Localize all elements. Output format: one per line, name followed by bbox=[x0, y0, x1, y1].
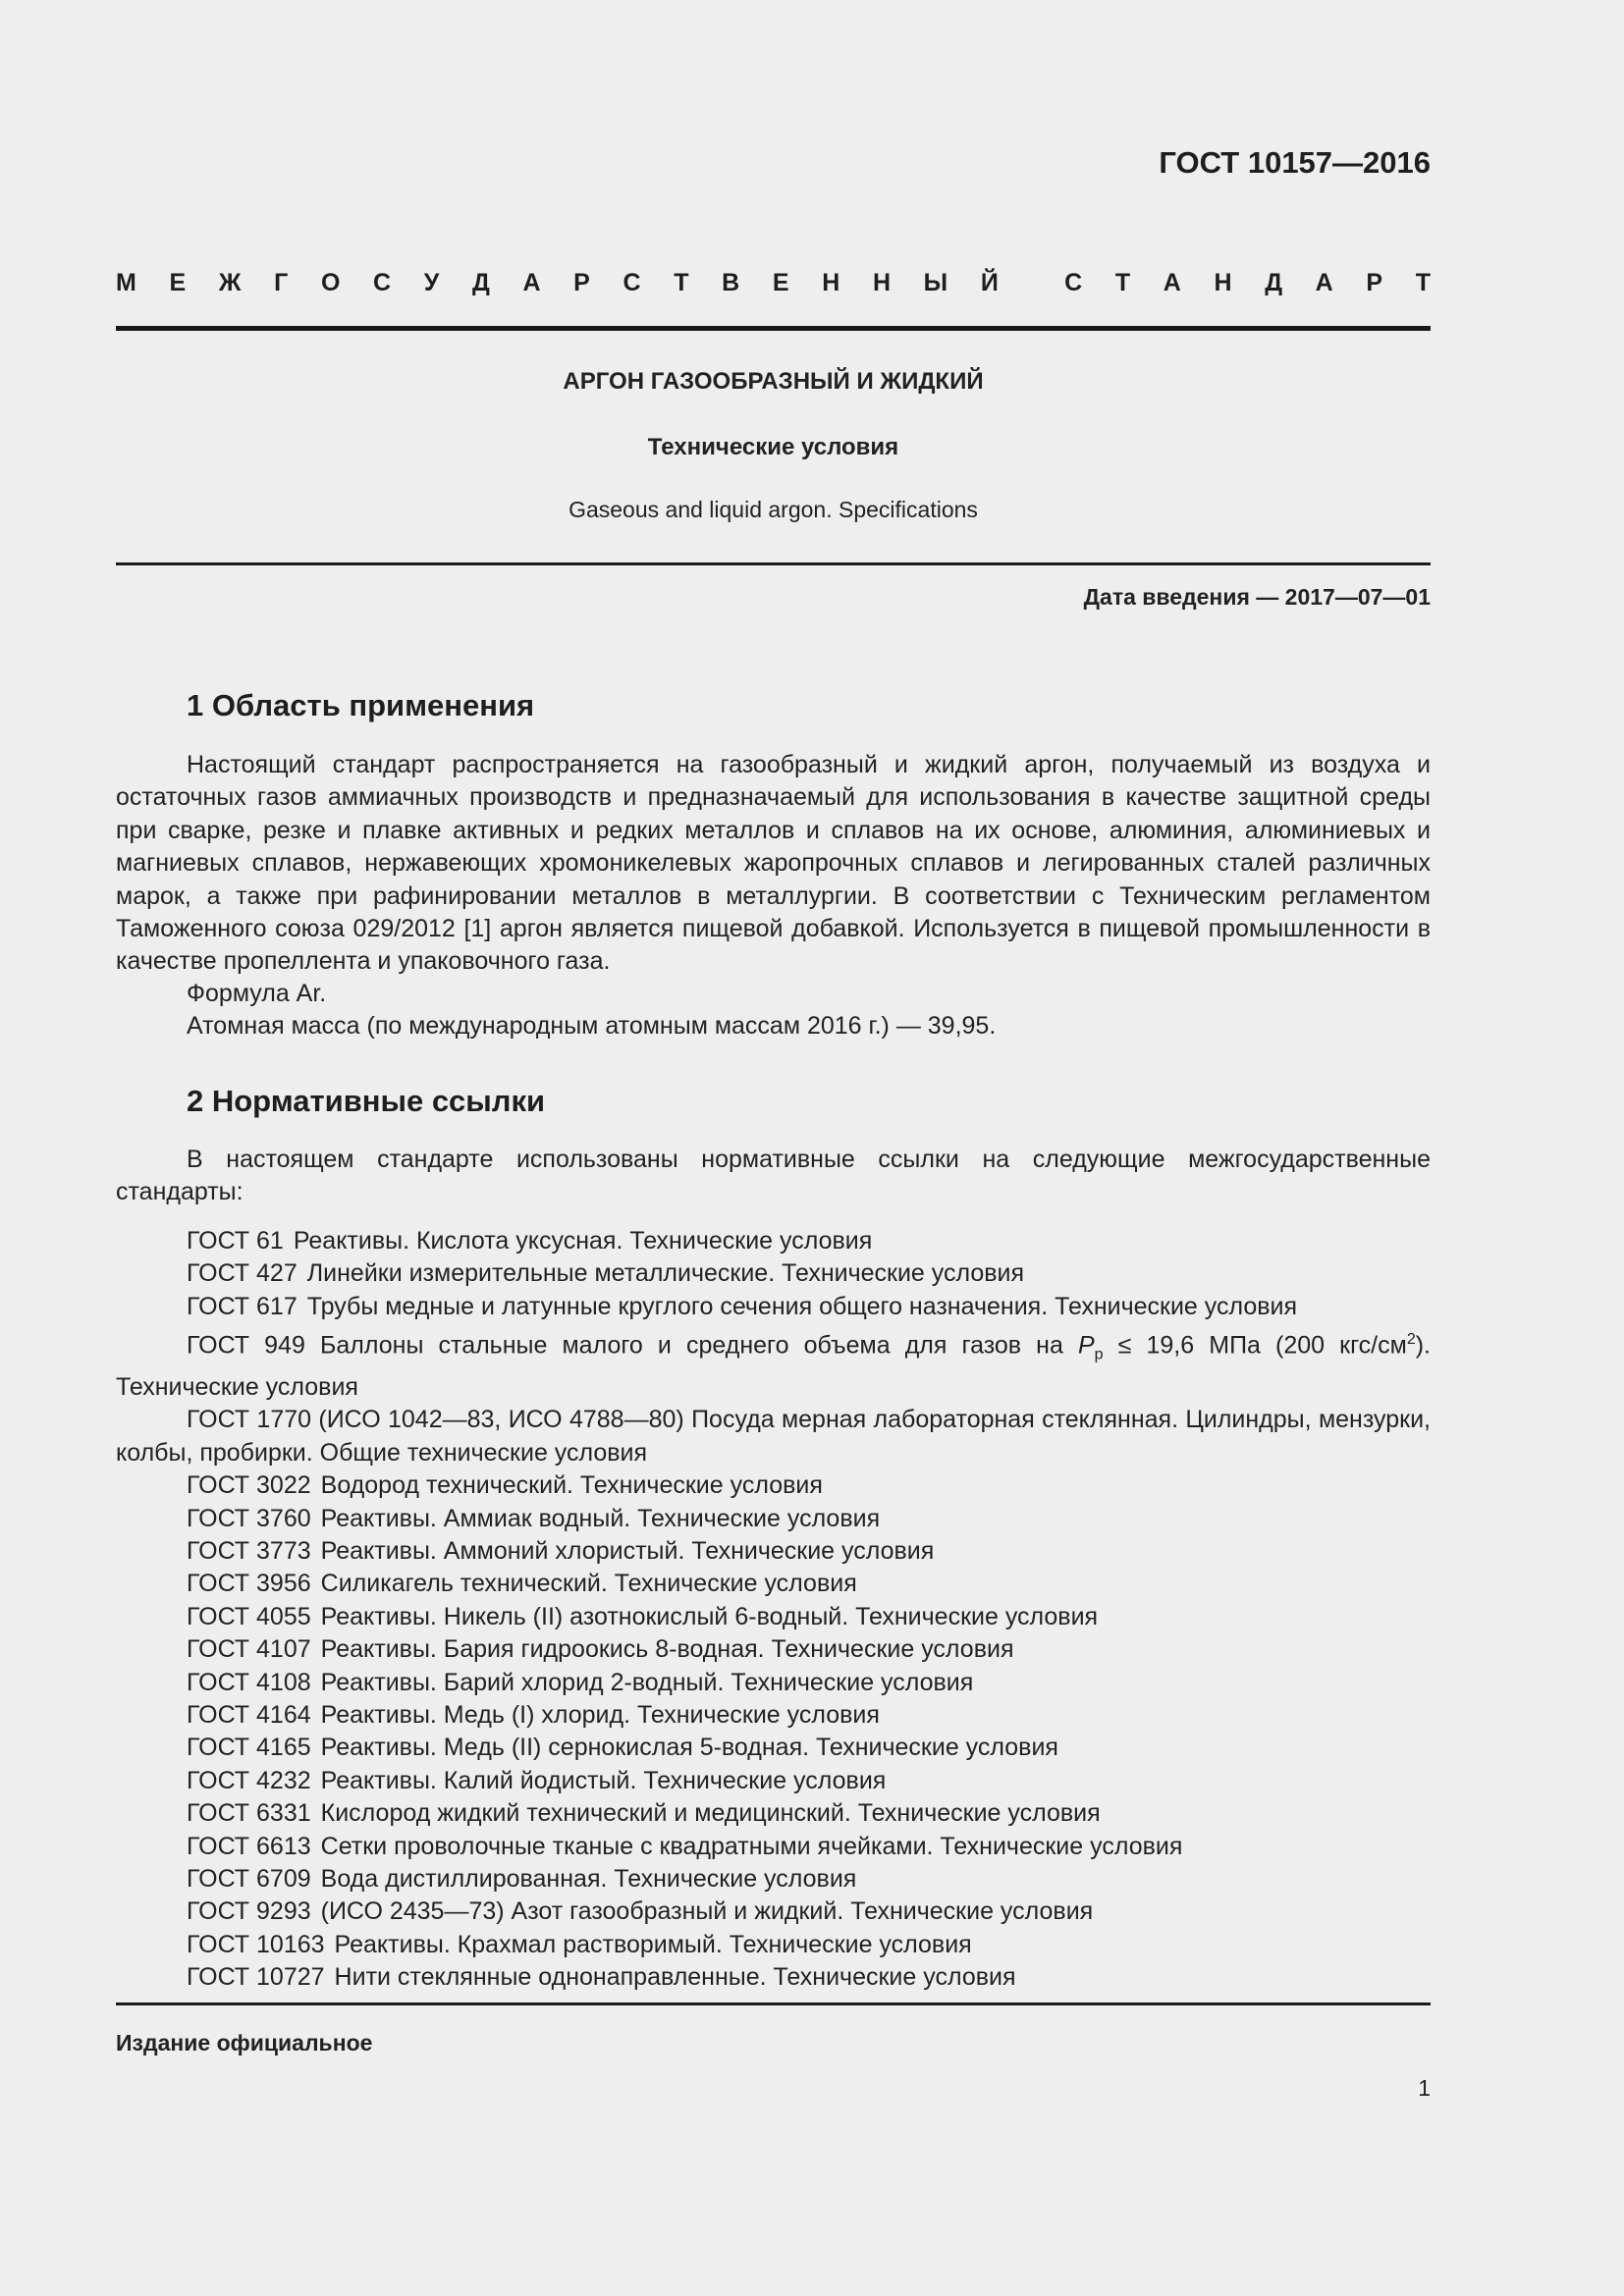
reference-title: (ИСО 2435—73) Азот газообразный и жидкий. Технические условия bbox=[320, 1897, 1094, 1926]
reference-item bbox=[116, 1667, 1431, 1699]
standard-type-letter: Н bbox=[822, 269, 840, 296]
standard-type-letter: Е bbox=[169, 269, 187, 296]
standard-type-letter: Ж bbox=[218, 269, 242, 296]
reference-number: ГОСТ 4164 bbox=[187, 1701, 311, 1730]
reference-number: ГОСТ 10727 bbox=[187, 1963, 325, 1992]
ref-949-variable: P bbox=[1077, 1331, 1095, 1360]
reference-title: Вода дистиллированная. Технические условия bbox=[320, 1865, 857, 1894]
reference-number: ГОСТ 10163 bbox=[187, 1930, 325, 1958]
reference-number: ГОСТ 9293 bbox=[187, 1897, 311, 1926]
reference-title: Кислород жидкий технический и медицинский. Технические условия bbox=[320, 1799, 1101, 1828]
reference-item bbox=[116, 1929, 1431, 1961]
reference-title: Реактивы. Медь (II) сернокислая 5-водная. Технические условия bbox=[320, 1734, 1058, 1762]
reference-number: ГОСТ 4055 bbox=[187, 1602, 311, 1630]
reference-number: ГОСТ 4232 bbox=[187, 1766, 311, 1794]
formula-line: Формула Ar. bbox=[187, 980, 327, 1007]
document-subtitle: Технические условия bbox=[647, 434, 899, 460]
ref-949-middle: ≤ 19,6 МПа (200 кгс/см bbox=[1103, 1331, 1407, 1360]
standard-type-letter: Ы bbox=[923, 269, 948, 296]
reference-item bbox=[116, 1699, 1431, 1732]
document-page bbox=[116, 0, 1431, 2296]
standard-type-letter: С bbox=[623, 269, 641, 296]
reference-title: Реактивы. Калий йодистый. Технические условия bbox=[320, 1766, 887, 1794]
standard-type-letter: Д bbox=[471, 269, 490, 296]
normative-references-list bbox=[116, 1225, 1431, 1995]
reference-number: ГОСТ 3773 bbox=[187, 1536, 311, 1565]
reference-number: ГОСТ 6613 bbox=[187, 1832, 311, 1860]
reference-title: Реактивы. Аммоний хлористый. Технические условия bbox=[320, 1536, 935, 1565]
footer-divider bbox=[116, 2002, 1431, 2005]
standard-type-letter: Т bbox=[1415, 269, 1431, 296]
reference-item bbox=[116, 1765, 1431, 1797]
reference-item bbox=[116, 1831, 1431, 1863]
reference-number: ГОСТ 3956 bbox=[187, 1570, 311, 1598]
reference-number: ГОСТ 6331 bbox=[187, 1799, 311, 1828]
reference-item bbox=[116, 1469, 1431, 1502]
section-1-paragraph: Настоящий стандарт распространяется на газообразный и жидкий аргон, получаемый из воздуха и остаточных газов аммиачных производств и предназначаемый для использования в качестве защитной среды при сварке, резке и плавке активных и редких металлов и сплавов на их основе, алюминия, алюминиевых и магниевых сплавов, нержавеющих хромоникелевых жаропрочных сплавов и легированных сталей различных марок, а также при рафинировании металлов в металлургии. В соответствии с Техническим регламентом Таможенного союза 029/2012 [1] аргон является пищевой добавкой. Используется в пищевой промышленности в качестве пропеллента и упаковочного газа. bbox=[116, 751, 1431, 976]
ref-949-tail: ). Технические условия bbox=[116, 1331, 1431, 1401]
reference-item bbox=[116, 1961, 1431, 1994]
reference-item bbox=[116, 1225, 1431, 1257]
reference-title: Реактивы. Кислота уксусная. Технические условия bbox=[293, 1227, 873, 1255]
reference-item bbox=[116, 1863, 1431, 1896]
standard-type-letter: Д bbox=[1265, 269, 1282, 296]
reference-title: Реактивы. Барий хлорид 2-водный. Технические условия bbox=[320, 1668, 974, 1696]
standard-type-letter: Н bbox=[872, 269, 892, 296]
ref-gost-1770: ГОСТ 1770 (ИСО 1042—83, ИСО 4788—80) Посуда мерная лабораторная стеклянная. Цилиндры, мензурки, колбы, пробирки. Общие технические условия bbox=[116, 1406, 1431, 1467]
standard-type-letter: М bbox=[116, 269, 136, 296]
reference-number: ГОСТ 3022 bbox=[187, 1471, 311, 1500]
standard-type-heading bbox=[116, 269, 1431, 298]
standard-type-letter: Р bbox=[1366, 269, 1383, 296]
standard-type-letter: В bbox=[722, 269, 740, 296]
ref-949-superscript: 2 bbox=[1406, 1331, 1416, 1349]
ref-949-lead: ГОСТ 949 Баллоны стальные малого и среднего объема для газов на bbox=[187, 1331, 1078, 1360]
reference-title: Реактивы. Аммиак водный. Технические условия bbox=[320, 1504, 881, 1532]
reference-item bbox=[116, 1896, 1431, 1928]
standard-type-letter: Г bbox=[274, 269, 289, 296]
standard-type-letter: Е bbox=[772, 269, 789, 296]
standard-type-letter: Й bbox=[980, 269, 999, 296]
ref-gost-949 bbox=[116, 1323, 1431, 1404]
standard-type-letter: Р bbox=[573, 269, 590, 296]
introduction-date: Дата введения — 2017—07—01 bbox=[1083, 584, 1431, 610]
reference-number: ГОСТ 4165 bbox=[187, 1734, 311, 1762]
reference-title: Реактивы. Крахмал растворимый. Технические условия bbox=[334, 1930, 972, 1958]
section-1-heading: 1 Область применения bbox=[187, 688, 535, 722]
reference-title: Сетки проволочные тканые с квадратными ячейками. Технические условия bbox=[320, 1832, 1183, 1860]
standard-type-letter: У bbox=[423, 269, 440, 296]
reference-title: Силикагель технический. Технические условия bbox=[320, 1570, 857, 1598]
standard-type-letter: Т bbox=[674, 269, 689, 296]
reference-title: Трубы медные и латунные круглого сечения общего назначения. Технические условия bbox=[306, 1292, 1298, 1320]
atomic-mass-line: Атомная масса (по международным атомным массам 2016 г.) — 39,95. bbox=[187, 1012, 997, 1040]
page-number: 1 bbox=[1418, 2075, 1431, 2101]
title-divider bbox=[116, 562, 1431, 565]
reference-item bbox=[116, 1568, 1431, 1600]
reference-title: Реактивы. Бария гидроокись 8-водная. Технические условия bbox=[320, 1635, 1014, 1664]
reference-number: ГОСТ 427 bbox=[187, 1259, 298, 1288]
reference-item bbox=[116, 1257, 1431, 1290]
ref-949-subscript: p bbox=[1094, 1346, 1104, 1363]
reference-number: ГОСТ 617 bbox=[187, 1292, 298, 1320]
reference-number: ГОСТ 61 bbox=[187, 1227, 284, 1255]
reference-title: Нити стеклянные однонаправленные. Технические условия bbox=[334, 1963, 1016, 1992]
reference-item bbox=[116, 1291, 1431, 1323]
standard-type-letter: С bbox=[1064, 269, 1083, 296]
section-2-heading: 2 Нормативные ссылки bbox=[187, 1084, 546, 1118]
document-code: ГОСТ 10157—2016 bbox=[1159, 145, 1431, 180]
standard-type-letter: С bbox=[373, 269, 392, 296]
document-title-english: Gaseous and liquid argon. Specifications bbox=[568, 497, 978, 522]
reference-title: Водород технический. Технические условия bbox=[320, 1471, 823, 1500]
header-divider bbox=[116, 326, 1431, 331]
reference-item bbox=[116, 1535, 1431, 1568]
reference-item bbox=[116, 1633, 1431, 1666]
standard-type-letter: Н bbox=[1214, 269, 1232, 296]
reference-item bbox=[116, 1503, 1431, 1535]
reference-title: Реактивы. Медь (I) хлорид. Технические условия bbox=[320, 1701, 880, 1730]
reference-number: ГОСТ 4107 bbox=[187, 1635, 311, 1664]
standard-type-letter: Т bbox=[1114, 269, 1131, 296]
reference-title: Реактивы. Никель (II) азотнокислый 6-водный. Технические условия bbox=[320, 1602, 1099, 1630]
reference-item bbox=[116, 1601, 1431, 1633]
reference-number: ГОСТ 4108 bbox=[187, 1668, 311, 1696]
official-edition-label: Издание официальное bbox=[116, 2030, 373, 2056]
reference-title: Линейки измерительные металлические. Технические условия bbox=[306, 1259, 1025, 1288]
standard-type-letter: А bbox=[1163, 269, 1181, 296]
standard-type-letter: А bbox=[522, 269, 541, 296]
document-title: АРГОН ГАЗООБРАЗНЫЙ И ЖИДКИЙ bbox=[563, 368, 984, 395]
reference-number: ГОСТ 6709 bbox=[187, 1865, 311, 1894]
standard-type-letter: О bbox=[320, 269, 341, 296]
section-2-intro: В настоящем стандарте использованы нормативные ссылки на следующие межгосударственные стандарты: bbox=[116, 1146, 1431, 1206]
reference-number: ГОСТ 3760 bbox=[187, 1504, 311, 1532]
reference-item bbox=[116, 1732, 1431, 1764]
reference-item bbox=[116, 1797, 1431, 1830]
standard-type-letter: А bbox=[1315, 269, 1333, 296]
